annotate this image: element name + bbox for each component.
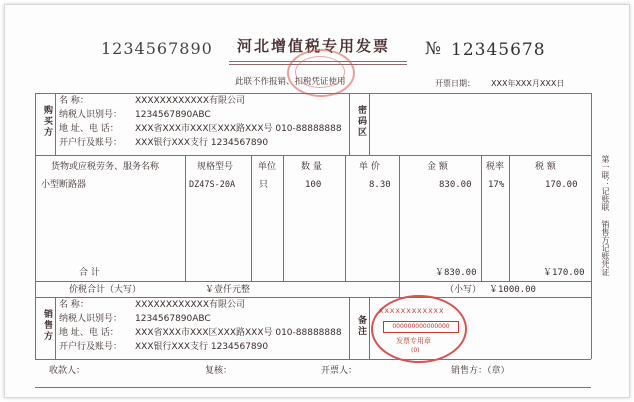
seller-taxid-value: 1234567890ABC [135,314,211,324]
remark-left-divider [349,297,350,359]
buyer-label-divider [55,93,56,155]
item-unit: 只 [259,180,269,190]
invoice-title: 河北增值税专用发票 [237,37,391,55]
col-spec-divider [185,155,186,281]
header-tax: 税 额 [535,162,556,172]
total-bottom-line [35,297,591,298]
buyer-addr-value: XXX省XXX市XXX区XXX路XXX号 010-88888888 [135,124,342,134]
stamp-mark: (0) [411,347,420,354]
remark-label-divider [369,297,370,359]
buyer-bank-value: XXX银行XXX支行 1234567890 [135,138,269,148]
stamp-company: XXXXXXXXXXXX [379,307,445,315]
header-price: 单 价 [359,162,380,172]
seller-addr-value: XXX省XXX市XXX区XXX路XXX号 010-88888888 [135,328,342,338]
header-qty: 数 量 [301,162,322,172]
col-tax-divider [509,155,510,281]
tax-bureau-stamp-inner [295,56,345,88]
remark-label: 备注 [356,315,366,337]
table-top-border [35,93,591,94]
col-qty-divider [283,155,284,281]
items-bottom-line [35,281,591,282]
total-tax: ￥170.00 [543,268,585,278]
buyer-bank-label: 开户行及账号： [59,138,123,148]
grand-total-label: 价税合计（大写） [69,285,142,295]
stamp-title: 发票专用章 [396,337,431,345]
total-amount: ￥830.00 [435,268,477,278]
item-amount: 830.00 [439,180,472,190]
seller-name-value: XXXXXXXXXXXX有限公司 [135,300,245,310]
cipher-label: 密码区 [356,105,366,138]
footer-reviewer: 复核： [205,366,233,376]
buyer-side-label: 购买方 [42,105,52,138]
seller-label-divider [55,297,56,359]
table-left-border [35,93,36,359]
item-rate: 17% [488,180,505,190]
buyer-taxid-value: 1234567890ABC [135,110,211,120]
invoice-number: 12345678 [451,40,546,60]
buyer-taxid-label: 纳税人识别号： [59,110,123,120]
invoice-code: 1234567890 [101,39,213,58]
footer-payee: 收款人： [49,366,86,376]
grand-total-upper: ￥壹仟元整 [205,285,251,295]
seller-addr-label: 地 址、电 话： [59,328,119,338]
grand-total-lower-label: （小写） [445,285,482,295]
col-price-divider [345,155,346,281]
header-unit: 单位 [258,162,277,172]
buyer-name-label: 名 称： [59,96,89,106]
buyer-bottom-line [35,155,591,156]
item-tax: 170.00 [545,180,578,190]
seller-taxid-label: 纳税人识别号： [59,314,123,324]
cipher-left-divider [349,93,350,155]
item-spec: DZ47S-20A [189,180,236,190]
number-symbol: № [425,39,442,59]
item-name: 小型断路器 [41,180,87,190]
stamp-code: 000000000000000 [383,321,459,333]
issue-date-value: XXX年XXX月XXX日 [491,79,565,88]
seller-name-label: 名 称： [59,300,89,310]
cipher-label-divider [369,93,370,155]
header-amount: 金 额 [427,162,448,172]
copy-note: 此联不作报销、扣税凭证使用 [235,77,346,87]
header-rate: 税率 [486,162,505,172]
table-right-border [591,93,592,359]
footer-seller-seal: 销售方：（章） [451,366,510,376]
table-bottom-border [35,387,591,388]
total-label: 合 计 [79,268,100,278]
invoice-document [4,4,630,398]
col-rate-divider [481,155,482,281]
seller-bank-value: XXX银行XXX支行 1234567890 [135,342,269,352]
col-unit-divider [251,155,252,281]
buyer-addr-label: 地 址、电 话： [59,124,119,134]
seller-side-label: 销售方 [42,309,52,342]
seller-bank-label: 开户行及账号： [59,342,123,352]
col-amount-divider [399,155,400,297]
grand-total-lower: ￥1000.00 [489,285,536,295]
issue-date-label: 开票日期： [435,79,475,88]
seller-bottom-line [35,359,591,360]
header-spec: 规格型号 [197,162,234,172]
item-price: 8.30 [369,180,391,190]
item-qty: 100 [305,180,322,190]
header-item-name: 货物或应税劳务、服务名称 [51,162,160,172]
buyer-name-value: XXXXXXXXXXXX有限公司 [135,96,245,106]
copy-side-note: 第一联：记账联 销售方记账凭证 [601,155,610,276]
footer-drawer: 开票人： [321,366,358,376]
